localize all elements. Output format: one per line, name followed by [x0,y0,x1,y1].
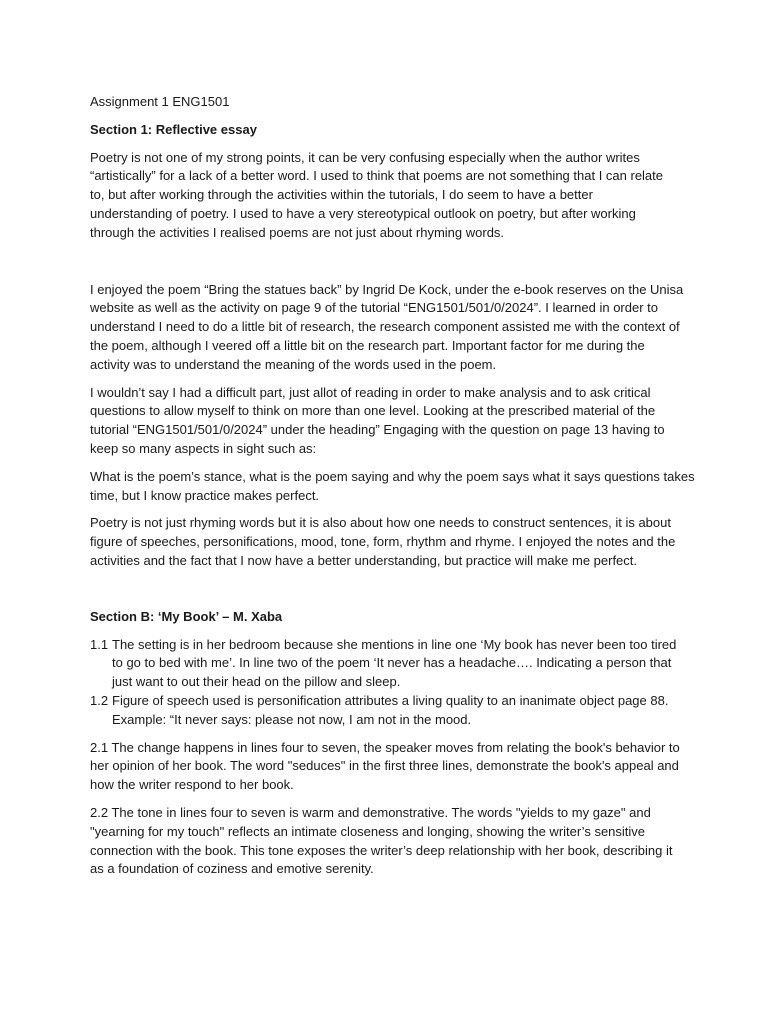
text-line: how the writer respond to her book. [90,777,294,793]
text-line: time, but I know practice makes perfect. [90,487,320,503]
sectionB-heading: Section B: ‘My Book’ – M. Xaba [90,608,283,624]
text-line: I wouldn’t say I had a difficult part, just allot of reading in order to make analysis and to ask critical [90,384,651,400]
section1-heading: Section 1: Reflective essay [90,121,257,137]
text-line: 2.2 The tone in lines four to seven is warm and demonstrative. The words "yields to my gaze" and [90,804,651,820]
text-line: I enjoyed the poem “Bring the statues back” by Ingrid De Kock, under the e-book reserves on the Unisa [90,281,684,297]
answer-2-2 [90,804,690,879]
text-line: activities and the fact that I now have a better understanding, but practice will make me perfect. [90,552,638,568]
text-line: to, but after working through the activities within the tutorials, I do seem to have a better [90,187,593,203]
text-line: through the activities I realised poems are not just about rhyming words. [90,224,505,240]
text-line: understand I need to do a little bit of research, the research component assisted me with the context of [90,319,680,335]
text-line: 2.1 The change happens in lines four to seven, the speaker moves from relating the book's behavior to [90,739,680,755]
text-line: Poetry is not one of my strong points, it can be very confusing especially when the author writes [90,149,640,165]
text-line: connection with the book. This tone exposes the writer’s deep relationship with her book, describing it [90,842,673,858]
text-line: The setting is in her bedroom because she mentions in line one ‘My book has never been too tired [112,636,677,652]
text-line: just want to out their head on the pillow and sleep. [112,674,401,690]
text-line: tutorial “ENG1501/501/0/2024” under the heading” Engaging with the question on page 13 having to [90,422,665,438]
reflective-paragraph-4 [90,468,695,506]
assignment-title: Assignment 1 ENG1501 [90,94,230,109]
text-line: Example: “It never says: please not now, I am not in the mood. [112,711,472,727]
reflective-paragraph-5 [90,514,690,570]
text-line: “artistically” for a lack of a better word. I used to think that poems are not something that I can relate [90,168,664,184]
text-line: website as well as the activity on page 9 of the tutorial “ENG1501/501/0/2024”. I learned in order to [90,300,659,316]
document-body [90,93,695,879]
text-line: as a foundation of coziness and emotive serenity. [90,861,374,877]
reflective-paragraph-3 [90,384,690,459]
answer-2-1 [90,739,690,795]
text-line: "yearning for my touch" reflects an intimate closeness and longing, showing the writer’s sensitive [90,823,646,839]
list-number: 1.2 [90,692,109,708]
text-line: figure of speeches, personifications, mood, tone, form, rhythm and rhyme. I enjoyed the notes and the [90,534,676,550]
reflective-paragraph-2 [90,281,690,375]
list-number: 1.1 [90,636,109,652]
list-item-1-2 [90,692,690,730]
text-line: Figure of speech used is personification attributes a living quality to an inanimate object page 88. [112,692,669,708]
text-line: keep so many aspects in sight such as: [90,440,317,456]
text-line: her opinion of her book. The word "seduces" in the first three lines, demonstrate the book's appeal and [90,758,679,774]
text-line: the poem, although I veered off a little bit on the research part. Important factor for me during the [90,337,645,353]
text-line: Poetry is not just rhyming words but it is also about how one needs to construct sentences, it is about [90,515,671,531]
reflective-paragraph-1 [90,149,690,243]
list-item-1-1 [90,636,690,692]
text-line: questions to allow myself to think on more than one level. Looking at the prescribed material of the [90,403,656,419]
text-line: to go to bed with me’. In line two of the poem ‘It never has a headache…. Indicating a person that [112,655,672,671]
text-line: understanding of poetry. I used to have a very stereotypical outlook on poetry, but after working [90,205,636,221]
text-line: activity was to understand the meaning of the words used in the poem. [90,356,497,372]
text-line: What is the poem’s stance, what is the poem saying and why the poem says what it says questions takes [90,468,695,484]
